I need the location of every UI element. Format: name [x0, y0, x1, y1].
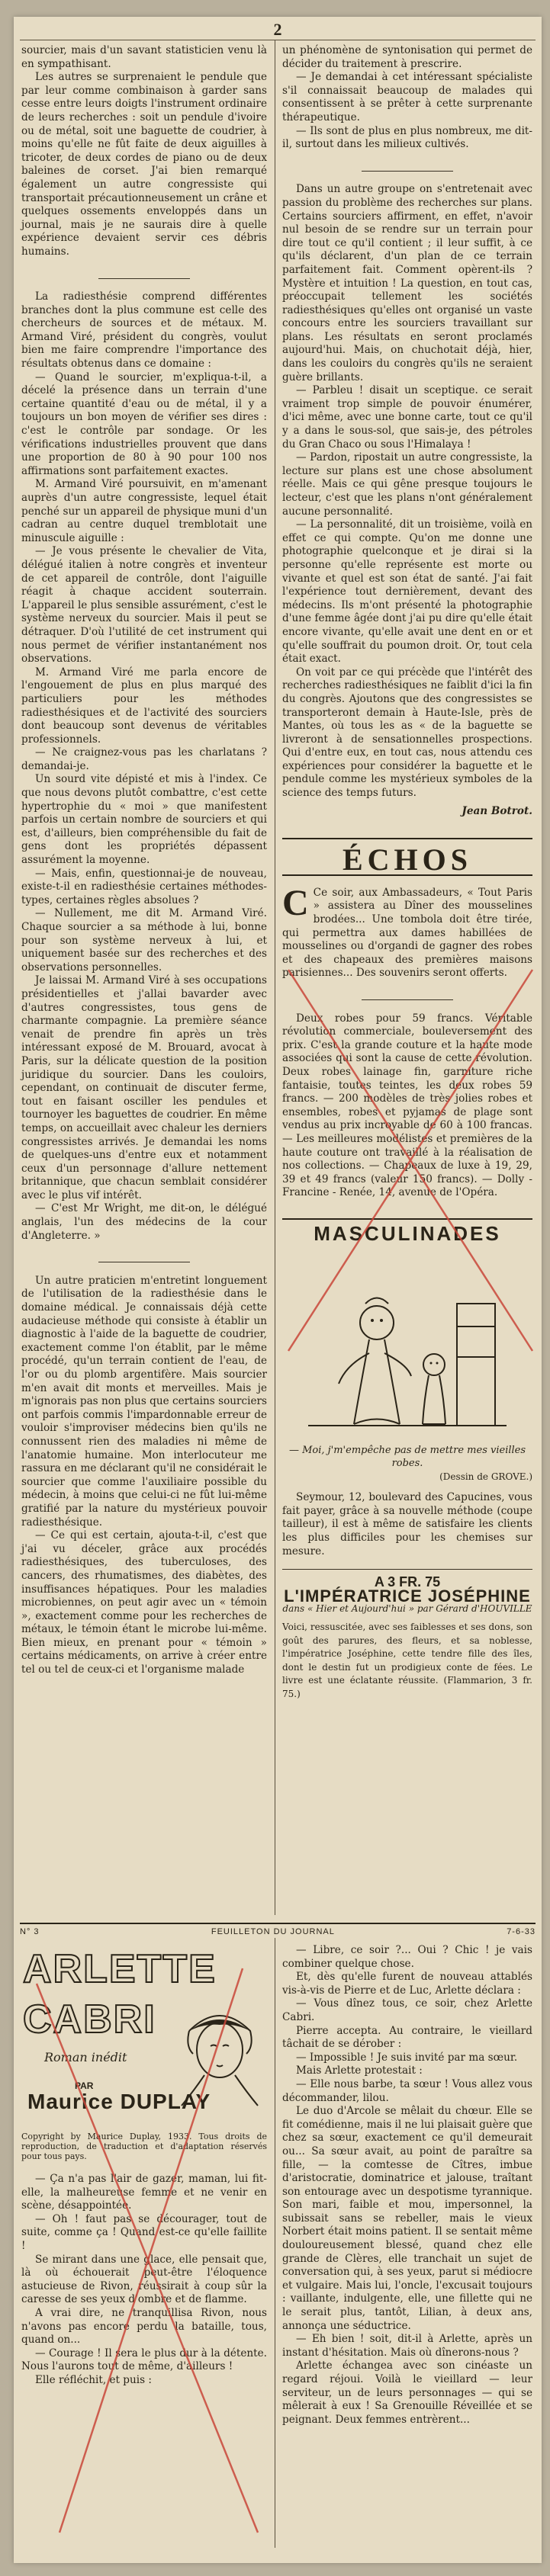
masculinades-title: MASCULINADES	[282, 1218, 532, 1241]
article-paragraph: — Je vous présente le chevalier de Vita, délégué italien à notre congrès et inventeur de cet appareil de contrôle, dont l'aiguille réagit à chaque accident souterrain. L'appareil le plus sensible assurément, c'est le système nerveux du sourcier. Mais il peut se détraquer. D'où l'utilité de cet instrument qui nous permet de vérifier instantanément nos observations.	[21, 545, 267, 666]
article-paragraph: un phénomène de syntonisation qui permet de décider du traitement à prescrire.	[282, 44, 532, 70]
article-paragraph: — Je demandai à cet intéressant spécialiste s'il connaissait beaucoup de malades qui consentissent à se prêter à cette surprenante thérapeutique.	[282, 71, 532, 124]
novel-paragraph: Mais Arlette protestait :	[296, 2064, 423, 2077]
article-paragraph: — Ils sont de plus en plus nombreux, me dit-il, surtout dans les milieux cultivés.	[282, 124, 532, 151]
novel-paragraph: — Oh ! faut pas se décourager, tout de suite, comme ça ! Quand est-ce qu'elle faillite !	[21, 2212, 267, 2252]
newspaper-page	[14, 17, 542, 2563]
ad-subtitle: dans « Hier et Aujourd'hui » par Gérard d'HOUVILLE	[282, 1603, 532, 1615]
novel-paragraph: Le duo d'Arcole se mêlait du chœur. Elle se fit comédienne, mais il ne lui plaisait guère que chez sa sœur, exactement ce qu'il demeurait ou... Sa sœur avait, au point de paraître sa fille, — la comtesse de Cîtres, imbue d'aristocratie, dominatrice et jalouse, traîtant son entourage avec un despotisme tyrannique. Son mari, faible et mou, impersonnel, la subissait sans se rebeller, mais le vieux Norbert était moins patient. Il se sentait même douloureusement blessé, quand chez elle grande de Clères, elle tranchait un sujet de conversation qui, à ses yeux, parut si médiocre et vulgaire. Mais lui, l'oncle, l'excusait toujours : vaillante, indulgente, elle, une fillette qui ne le serait plus, tantôt, Lilian, à deux ans, annonça une séductrice.	[282, 2105, 533, 2332]
separator	[21, 1253, 267, 1267]
article-paragraph: — Pardon, ripostait un autre congressiste, la lecture sur plans est une chose absolument réelle. Mais ce qui gêne presque toujours le lecteur, c'est que les plans n'ont généralement aucune personnalité.	[282, 451, 532, 518]
feuilleton-label: FEUILLETON DU JOURNAL	[211, 1927, 335, 1936]
article-paragraph: Les autres se surprenaient le pendule que par leur comme combinaison à garder sans cesse entre leurs doigts l'instrument ordinaire de leurs recherches : soit un pendule d'ivoire ou de métal, soit une baguette de coudrier, à moins qu'elle ne fût faite de deux aiguilles à tricoter, de deux cordes de piano ou de deux baleines de corset. J'ai bien remarqué également un autre congressiste qui transportait précautionneusement un crâne et quelques ossements enveloppés dans un journal, mais je ne saurais dire à quelle expérience devaient servir ces débris humains.	[21, 71, 267, 258]
novel-paragraph: — Vous dînez tous, ce soir, chez Arlette Cabri.	[282, 1997, 532, 2023]
feuilleton-header	[20, 1927, 536, 1936]
article-paragraph: — La personnalité, dit un troisième, voilà en effet ce qui compte. Qu'on me donne une photographie quelconque et je dirai si la personne qu'elle représente est morte ou vivante et quel est son état de santé. J'ai fait l'expérience tout dernièrement, devant des médecins. Ils m'ont présenté la photographie d'une femme âgée dont j'ai pu dire qu'elle était encore vivante, qu'elle avait une dent en or et qu'elle souffrait du poumon droit. Or, tout cela était exact.	[282, 518, 532, 666]
book-advertisement	[282, 1569, 532, 1701]
article-paragraph: On voit par ce qui précède que l'intérêt des recherches radiesthésiques ne faiblit d'ici la fin du congrès. Ajoutons que des congressistes se transporteront demain à Haute-Isle, près de Mantes, où tous les as « de la baguette se livreront à de sensationnelles prospections. Qui d'entre eux, en tout cas, nous attendu ces expériences pour considérer la baguette et le pendule comme les mystérieux symboles de la science des temps futurs.	[282, 666, 532, 800]
right-column	[282, 44, 532, 1702]
echo-paragraph	[282, 882, 532, 980]
novel-paragraph: Pierre accepta. Au contraire, le vieillard tâchait de se dérober :	[282, 2024, 532, 2051]
article-paragraph: M. Armand Viré poursuivit, en m'amenant auprès d'un autre congressiste, lequel était penché sur un appareil de physique muni d'un cadran au centre duquel tremblotait une minuscule aiguille :	[21, 478, 267, 544]
separator	[282, 162, 532, 176]
article-paragraph: — Mais, enfin, questionnai-je de nouveau, existe-t-il en radiesthésie certaines méthodes-types, certaines règles absolues ?	[21, 867, 267, 906]
novel-paragraph: — Ça n'a pas l'air de gazer, maman, lui fit-elle, la malheureuse femme et ne venir en scène, désappointée.	[21, 2173, 267, 2212]
novel-copyright: Copyright by Maurice Duplay, 1933. Tous droits de reproduction, de traduction et d'adaptation réservés pour tous pays.	[21, 2132, 267, 2161]
cartoon-credit: (Dessin de GROVE.)	[439, 1471, 532, 1482]
article-paragraph: — C'est Mr Wright, me dit-on, le délégué anglais, l'un des médecins de la cour d'Angleterre. »	[21, 1202, 267, 1242]
article-paragraph: — Ce qui est certain, ajouta-t-il, c'est que j'ai vu déceler, grâce aux procédés radiesthésiques, des tuberculoses, des cancers, des rhumatismes, des diabètes, des insuffisances hépatiques. Pour les maladies microbiennes, on peut agir avec un « témoin », exactement comme pour les recherches de métaux, le témoin étant le microbe lui-même. Bien mieux, en prenant pour « témoin » certains médicaments, on arrive à créer entre tel ou tel de ceux-ci et l'organisme malade	[21, 1529, 267, 1676]
separator	[282, 991, 532, 1005]
ad-text: Voici, ressuscitée, avec ses faiblesses et ses dons, son goût des parures, des fleurs, et sa noblesse, l'impératrice Joséphine, cette tendre fille des îles, dont le destin fut un prodigieux conte de fées. Le livre est une éclatante réussite. (Flammarion, 3 fr. 75.)	[282, 1622, 532, 1699]
cartoon-caption: — Moi, j'm'empêche pas de mettre mes vieilles robes.	[288, 1444, 526, 1470]
echo-text: Ce soir, aux Ambassadeurs, « Tout Paris » assistera au Dîner des mousselines brodées... Une tombola doit être tirée, qui permettra aux dames habillées de mousselines ou d'organdi de gagner des robes et des chapeaux des premières maisons parisiennes... Des souvenirs seront offerts.	[282, 886, 532, 980]
novel-title-line2: CABRI	[23, 1997, 156, 2042]
article-paragraph: — Nullement, me dit M. Armand Viré. Chaque sourcier a sa méthode à lui, bonne pour son système nerveux à lui, et uniquement basée sur des recherches et des observations personnelles.	[21, 907, 267, 974]
echo-paragraph: Deux robes pour 59 francs. Véritable révolution commerciale, bouleversement des prix. C'est la grande couture et la haute mode associées qui sont la cause de cette révolution. Deux robes lainage fin, garniture riche fantaisie, toutes teintes, les deux robes 59 francs. — 200 modèles de très jolies robes et ensembles, robes et pyjamas de plage sont vendus au prix incroyable de 60 à 100 francas. — Les meilleures modélistes et premières de la haute couture ont travaillé à la réalisation de nos collections. — Chapeaux de luxe à 19, 29, 39 et 49 francs (valeur 150 francs). — Dolly - Francine - Renée, 14, avenue de l'Opéra.	[282, 1012, 532, 1199]
article-paragraph: — Parbleu ! disait un sceptique. ce serait vraiment trop simple de pouvoir énumérer, d'ici même, avec une bonne carte, tout ce qu'il y a dans le sous-sol, que sais-je, des pétroles du Gran Chaco ou sous l'Himalaya !	[282, 384, 532, 451]
novel-paragraph: Arlette échangea avec son cinéaste un regard réjoui. Voilà le vieillard — leur serviteur, un de leurs personnages — qui se mêlerait à eux ! Sa Grenouille Réveillée et se peignant. Deux femmes entrèrent...	[282, 2359, 532, 2426]
novel-title-block	[21, 1944, 267, 2173]
feuilleton-left-column	[21, 1944, 267, 2388]
novel-paragraph: — Elle nous barbe, ta sœur ! Vous allez vous décommander, lilou.	[282, 2077, 532, 2104]
page-number: 2	[273, 20, 282, 39]
ad-title: L'IMPÉRATRICE JOSÉPHINE	[284, 1586, 531, 1606]
article-paragraph: Un autre praticien m'entretint longuement de l'utilisation de la radiesthésie dans le domaine médical. Je connaissais déjà cette audacieuse méthode qui consiste à établir un diagnostic à l'aide de la baguette de coudrier, exactement comme l'on établit, par le même procédé, qu'un terrain contient de l'eau, de l'or ou du plomb argentifère. Mais sourcier m'en avait dit monts et merveilles. Mais je m'ignorais pas non plus que certains sourciers ont parfois commis l'impardonnable erreur de vouloir s'improviser médecins bien qu'ils ne connussent rien des maladies ni même de l'anatomie humaine. Mon interlocuteur me rassura en me déclarant qu'il ne considérait le sourcier que comme l'auxiliaire possible du médecin, à moins que celui-ci ne fût lui-même gratifié par la nature du mystérieux pouvoir radiesthésique.	[21, 1274, 267, 1529]
article-paragraph: M. Armand Viré me parla encore de l'engouement de plus en plus marqué des particuliers pour les méthodes radiesthésiques et de l'activité des sourciers dont beaucoup sont devenus de véritables professionnels.	[21, 666, 267, 746]
seymour-paragraph: Seymour, 12, boulevard des Capucines, vous fait payer, grâce à sa nouvelle méthode (coupe tailleur), il est à même de satisfaire les clients les plus difficiles pour les chemises sur mesure.	[282, 1491, 532, 1557]
article-signature: Jean Botrot.	[462, 804, 532, 817]
echos-header	[282, 838, 532, 876]
article-paragraph: Je laissai M. Armand Viré à ses occupations présidentielles et j'allai bavarder avec d'autres congressistes, tous gens de charmante compagnie. La première séance venait de prendre fin après un très intéressant exposé de M. Brouard, avocat à Paris, sur la délicate question de la position juridique du sourcier. Dans les couloirs, cependant, on continuait de discuter ferme, tout en faisant osciller les pendules et tournoyer les baguettes de coudrier. En même temps, on accueillait avec chaleur les derniers congressistes arrivés. Je demandai les noms de quelques-uns d'entre eux et notamment ceux d'un personnage d'allure nettement britannique, que chacun semblait considérer avec le plus vif intérêt.	[21, 974, 267, 1201]
novel-paragraph: Et, dès qu'elle furent de nouveau attablés vis-à-vis de Pierre et de Luc, Arlette déclara :	[282, 1971, 532, 1997]
separator	[21, 270, 267, 284]
article-paragraph: — Ne craignez-vous pas les charlatans ? demandai-je.	[21, 746, 267, 772]
novel-paragraph: — Eh bien ! soit, dit-il à Arlette, après un instant d'hésitation. Mais où dînerons-nous ?	[282, 2333, 532, 2359]
article-paragraph: Un sourd vite dépisté et mis à l'index. Ce que nous devons plutôt combattre, c'est cette hypertrophie du « moi » que manifestent parfois un certain nombre de sourciers et qui est, d'ailleurs, bien compréhensible du fait de gens dont les propriétés dépassent assurément la moyenne.	[21, 773, 267, 867]
echos-title: ÉCHOS	[342, 842, 473, 877]
dropcap: C	[282, 882, 309, 923]
novel-paragraph: — Impossible ! Je suis invité par ma sœur.	[296, 2051, 518, 2064]
feuilleton-number: N° 3	[20, 1927, 40, 1936]
novel-title-line1: ARLETTE	[23, 1947, 217, 1991]
novel-par: PAR	[75, 2080, 94, 2091]
novel-paragraph: Se mirant dans une glace, elle pensait que, là où échouerait peut-être l'éloquence astucieuse de Rivon, réussirait à coup sûr la caresse de ses yeux d'ombre et de flamme.	[21, 2253, 267, 2306]
feuilleton-date: 7-6-33	[507, 1927, 536, 1936]
novel-paragraph: — Libre, ce soir ?... Oui ? Chic ! je vais combiner quelque chose.	[282, 1944, 532, 1970]
article-paragraph: La radiesthésie comprend différentes branches dont la plus commune est celle des chercheurs de sources et de métaux. M. Armand Viré, président du congrès, voulut bien me faire comprendre l'importance des résultats obtenus dans ce domaine :	[21, 290, 267, 371]
article-paragraph: Dans un autre groupe on s'entretenait avec passion du problème des recherches sur plans. Certains sourciers affirment, en effet, n'avoir nul besoin de se rendre sur un terrain pour dire tout ce qu'il contient ; il leur suffit, à ce qu'ils déclarent, d'un plan de ce terrain parfaitement fait. Comment opèrent-ils ? Mystère et intuition ! La question, en tout cas, préoccupait tellement les sociétés radiesthésiques qu'elles ont organisé un vaste concours entre les sourciers travaillant sur plans. Les résultats en seront proclamés aujourd'hui. Mais, on chuchotait déjà, hier, dans les couloirs du congrès qu'ils ne seraient guère brillants.	[282, 183, 532, 383]
feuilleton-rule	[20, 1923, 536, 1924]
left-column	[21, 44, 267, 1677]
novel-author: Maurice DUPLAY	[27, 2090, 211, 2113]
cartoon-drawing	[293, 1250, 522, 1441]
article-paragraph: sourcier, mais d'un savant statisticien venu là en sympathisant.	[21, 44, 267, 70]
novel-paragraph: A vrai dire, ne tranquillisa Rivon, nous n'avons pas encore perdu la bataille, tous, quand on...	[21, 2306, 267, 2347]
article-paragraph: — Quand le sourcier, m'expliqua-t-il, a décelé la présence dans un terrain d'une certaine quantité d'eau ou de métal, il y a toujours un bon moyen de vérifier ses dires : c'est le contrôle par sondage. Or les vérifications industrielles prouvent que dans une proportion de 80 à 90 pour 100 nos affirmations sont parfaitement exactes.	[21, 371, 267, 477]
feuilleton-right-column	[282, 1944, 532, 2427]
novel-paragraph: Elle réfléchit, et puis :	[35, 2373, 152, 2386]
novel-subtitle: Roman inédit	[44, 2050, 127, 2064]
ad-price: A 3 FR. 75	[374, 1574, 441, 1590]
novel-paragraph: — Courage ! Il sera le plus dur à la détente. Nous l'aurons tout de même, d'ailleurs !	[21, 2347, 267, 2373]
